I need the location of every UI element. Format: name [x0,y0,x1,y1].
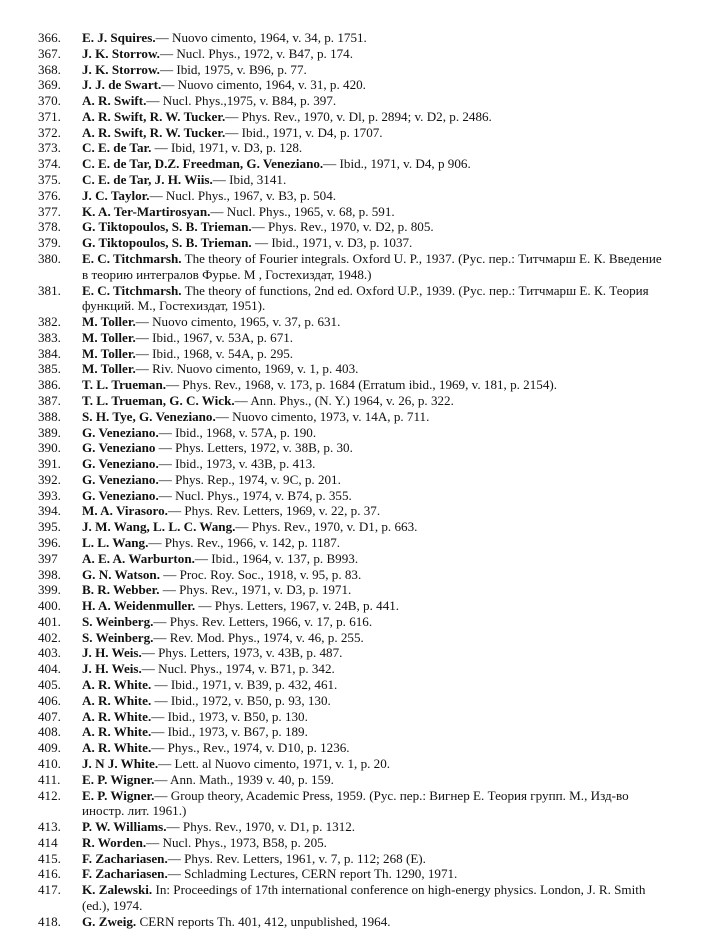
reference-citation: — Phys. Rev., 1970, v. D1, p. 1312. [166,819,356,835]
reference-number: 416. [38,866,61,882]
reference-author: A. R. White. [82,677,152,693]
reference-number: 406. [38,692,61,708]
reference-number: 366. [38,30,61,45]
reference-citation: — Phys. Rev. Letters, 1969, v. 22, p. 37. [167,503,381,519]
reference-number: 385. [38,361,61,377]
reference-author: J. K. Storrow. [82,61,160,77]
reference-number: 388. [38,408,61,424]
reference-item [30,30,670,46]
reference-author: G. Veneziano. [82,424,159,440]
reference-citation: — Phys. Rev., 1970, v. D2, p. 805. [251,219,434,235]
reference-item [30,361,670,377]
reference-author: G. Tiktopoulos, S. B. Trieman. [82,219,252,235]
reference-number: 408. [38,724,61,740]
reference-author: A. E. A. Warburton. [82,550,195,566]
reference-item [30,882,670,914]
reference-citation: — Ibid., 1971, v. D3, p. 1037. [251,235,413,251]
reference-item [30,235,670,251]
reference-citation: — Phys. Rev., 1968, v. 173, p. 1684 (Erratum ibid., 1969, v. 181, p. 2154). [166,377,558,393]
reference-author: K. A. Ter-Martirosyan. [82,203,211,219]
reference-number: 399. [38,582,61,598]
reference-item [30,377,670,393]
reference-author: A. R. Swift, R. W. Tucker. [82,124,226,140]
reference-item [30,125,670,141]
reference-item [30,62,670,78]
reference-item [30,630,670,646]
reference-author: M. A. Virasoro. [82,503,168,519]
reference-number: 405. [38,677,61,693]
reference-author: J. N J. White. [82,755,159,771]
reference-author: J. H. Weis. [82,661,142,677]
reference-author: S. Weinberg. [82,629,154,645]
reference-citation: — Ibid., 1971, v. B39, p. 432, 461. [151,677,338,693]
reference-author: A. R. White. [82,708,152,724]
reference-number: 375. [38,172,61,188]
reference-item [30,283,670,315]
reference-list [30,30,670,930]
reference-item [30,772,670,788]
reference-citation: — Ann. Math., 1939 v. 40, p. 159. [154,771,334,787]
reference-item [30,409,670,425]
reference-item [30,693,670,709]
reference-number: 398. [38,566,61,582]
reference-item [30,788,670,820]
reference-author: H. A. Weidenmuller. [82,598,196,614]
reference-author: C. E. de Tar. [82,140,152,156]
reference-item [30,251,670,283]
reference-citation: — Ibid., 1968, v. 54A, p. 295. [135,345,294,361]
reference-citation: — Nucl. Phys., 1974, v. B74, p. 355. [158,487,352,503]
reference-citation: — Phys. Rep., 1974, v. 9C, p. 201. [158,471,341,487]
reference-item [30,851,670,867]
reference-number: 392. [38,471,61,487]
reference-item [30,614,670,630]
reference-citation: — Phys. Letters, 1973, v. 43B, p. 487. [141,645,343,661]
reference-number: 378. [38,219,61,235]
reference-citation: — Nucl. Phys., 1965, v. 68, p. 591. [210,203,395,219]
reference-citation: — Ibid, 1975, v. B96, p. 77. [159,61,307,77]
reference-author: A. R. White. [82,692,152,708]
reference-citation: — Nuovo cimento, 1973, v. 14A, p. 711. [215,408,430,424]
reference-citation: — Ibid., 1973, v. B67, p. 189. [151,724,308,740]
reference-citation: — Ibid., 1971, v. D4, p 906. [323,156,471,172]
reference-citation: — Rev. Mod. Phys., 1974, v. 46, p. 255. [153,629,364,645]
reference-item [30,219,670,235]
reference-author: M. Toller. [82,345,136,361]
reference-author: E. P. Wigner. [82,787,155,803]
reference-citation: — Ibid, 1971, v. D3, p. 128. [151,140,303,156]
reference-number: 410. [38,755,61,771]
reference-author: G. Zweig. [82,913,137,929]
reference-number: 391. [38,456,61,472]
reference-item [30,93,670,109]
reference-number: 394. [38,503,61,519]
reference-number: 393. [38,487,61,503]
reference-number: 413. [38,819,61,835]
reference-author: M. Toller. [82,314,136,330]
reference-citation: — Phys., Rev., 1974, v. D10, p. 1236. [151,740,350,756]
reference-number: 367. [38,45,61,61]
reference-author: J. J. de Swart. [82,77,162,93]
reference-citation: — Nucl. Phys., 1973, B58, p. 205. [146,834,327,850]
reference-item [30,709,670,725]
reference-item [30,204,670,220]
reference-author: L. L. Wang. [82,535,149,550]
reference-number: 400. [38,598,61,614]
reference-item [30,393,670,409]
reference-number: 384. [38,345,61,361]
reference-number: 371. [38,108,61,124]
reference-number: 373. [38,140,61,156]
reference-number: 382. [38,314,61,330]
reference-number: 374. [38,156,61,172]
reference-item [30,488,670,504]
reference-author: E. C. Titchmarsh. [82,282,182,298]
reference-author: S. Weinberg. [82,613,154,629]
reference-citation: — Nuovo cimento, 1964, v. 31, p. 420. [161,77,366,93]
reference-author: B. R. Webber. [82,582,160,598]
reference-citation: — Phys. Rev., 1971, v. D3, p. 1971. [159,582,352,598]
reference-citation: — Nucl. Phys., 1974, v. B71, p. 342. [141,661,335,677]
reference-citation: — Proc. Roy. Soc., 1918, v. 95, p. 83. [159,566,362,582]
reference-item [30,645,670,661]
reference-citation: — Phys. Rev. Letters, 1961, v. 7, p. 112; 268 (E). [167,850,426,866]
reference-citation: — Phys. Letters, 1972, v. 38B, p. 30. [155,440,353,456]
reference-author: T. L. Trueman. [82,377,167,393]
reference-item [30,425,670,441]
reference-number: 386. [38,377,61,393]
reference-author: A. R. Swift, R. W. Tucker. [82,108,226,124]
reference-citation: — Ibid., 1968, v. 57A, p. 190. [158,424,317,440]
reference-author: J. M. Wang, L. L. C. Wang. [82,519,236,535]
reference-item [30,835,670,851]
reference-author: E. P. Wigner. [82,771,155,787]
reference-citation: — Ann. Phys., (N. Y.) 1964, v. 26, p. 322. [234,392,454,408]
reference-author: J. H. Weis. [82,645,142,661]
reference-number: 417. [38,882,61,898]
reference-item [30,866,670,882]
reference-item [30,172,670,188]
reference-number: 381. [38,282,61,298]
reference-author: G. N. Watson. [82,566,160,582]
reference-number: 396. [38,535,61,550]
reference-item [30,503,670,519]
reference-author: A. R. White. [82,740,152,756]
reference-citation: — Nuovo cimento, 1965, v. 37, p. 631. [135,314,341,330]
reference-item [30,472,670,488]
reference-item [30,314,670,330]
reference-citation: In: Proceedings of 17th international conference on high-energy physics. London, J. R. Smith (ed.), 1974. [82,882,646,913]
reference-author: J. C. Taylor. [82,187,150,203]
reference-item [30,535,670,551]
reference-author: K. Zalewski. [82,882,153,898]
reference-number: 412. [38,787,61,803]
reference-item [30,156,670,172]
reference-author: J. K. Storrow. [82,45,160,61]
reference-number: 401. [38,613,61,629]
reference-item [30,346,670,362]
reference-item [30,756,670,772]
reference-citation: — Phys. Letters, 1967, v. 24B, p. 441. [195,598,400,614]
reference-number: 377. [38,203,61,219]
reference-item [30,740,670,756]
reference-item [30,567,670,583]
reference-number: 376. [38,187,61,203]
reference-number: 411. [38,771,61,787]
reference-number: 407. [38,708,61,724]
reference-author: F. Zachariasen. [82,850,168,866]
reference-item [30,519,670,535]
reference-citation: — Riv. Nuovo cimento, 1969, v. 1, p. 403. [135,361,359,377]
reference-item [30,77,670,93]
reference-number: 372. [38,124,61,140]
reference-item [30,598,670,614]
reference-citation: — Nucl. Phys.,1975, v. B84, p. 397. [146,93,337,109]
reference-author: C. E. de Tar, J. H. Wiis. [82,172,213,188]
reference-item [30,440,670,456]
reference-item [30,914,670,930]
reference-citation: — Ibid., 1973, v. 43B, p. 413. [158,456,316,472]
reference-citation: — Phys. Rev., 1966, v. 142, p. 1187. [148,535,341,550]
reference-author: G. Veneziano. [82,471,159,487]
reference-author: C. E. de Tar, D.Z. Freedman, G. Veneziano. [82,156,324,172]
reference-citation: The theory of Fourier integrals. Oxford U. P., 1937. (Рус. пер.: Титчмарш Е. К. Введение в теорию интегралов Фурье. М , Гостехиздат, 1948.) [82,250,662,282]
reference-item [30,109,670,125]
reference-author: G. Veneziano. [82,456,159,472]
reference-item [30,188,670,204]
reference-citation: — Group theory, Academic Press, 1959. (Рус. пер.: Вигнер Е. Теория групп. М., Изд-во иностр. лит. 1961.) [82,787,629,819]
reference-item [30,819,670,835]
reference-item [30,330,670,346]
reference-number: 387. [38,392,61,408]
reference-author: S. H. Tye, G. Veneziano. [82,408,216,424]
reference-number: 409. [38,740,61,756]
reference-author: P. W. Williams. [82,819,167,835]
reference-author: A. R. Swift. [82,93,147,109]
reference-citation: — Schladming Lectures, CERN report Th. 1290, 1971. [167,866,458,882]
reference-number: 404. [38,661,61,677]
reference-number: 418. [38,913,61,929]
reference-citation: — Ibid., 1964, v. 137, p. B993. [194,550,359,566]
reference-number: 383. [38,329,61,345]
reference-item [30,582,670,598]
reference-author: M. Toller. [82,329,136,345]
reference-citation: — Nucl. Phys., 1972, v. B47, p. 174. [159,45,353,61]
reference-number: 389. [38,424,61,440]
reference-number: 370. [38,93,61,109]
reference-number: 369. [38,77,61,93]
reference-number: 380. [38,250,61,266]
reference-author: E. J. Squires. [82,30,156,45]
reference-number: 403. [38,645,61,661]
reference-author: A. R. White. [82,724,152,740]
reference-author: G. Tiktopoulos, S. B. Trieman. [82,235,252,251]
reference-citation: — Ibid., 1973, v. B50, p. 130. [151,708,308,724]
reference-citation: The theory of functions, 2nd ed. Oxford U.P., 1939. (Рус. пер.: Титчмарш Е. К. Теория функций. М., Гостехиздат, 1951). [82,282,649,314]
reference-citation: — Lett. al Nuovo cimento, 1971, v. 1, p. 20. [158,755,391,771]
reference-author: E. C. Titchmarsh. [82,250,182,266]
reference-author: M. Toller. [82,361,136,377]
reference-item [30,46,670,62]
reference-author: T. L. Trueman, G. C. Wick. [82,392,235,408]
reference-item [30,724,670,740]
reference-citation: — Ibid., 1967, v. 53A, p. 671. [135,329,294,345]
reference-number: 397 [38,550,58,566]
reference-item [30,551,670,567]
reference-citation: — Phys. Rev., 1970, v. D1, p. 663. [235,519,418,535]
reference-citation: — Nucl. Phys., 1967, v. B3, p. 504. [149,187,337,203]
reference-item [30,456,670,472]
reference-number: 395. [38,519,61,535]
reference-citation: — Ibid., 1971, v. D4, p. 1707. [225,124,383,140]
reference-number: 368. [38,61,61,77]
reference-item [30,661,670,677]
reference-citation: — Nuovo cimento, 1964, v. 34, p. 1751. [155,30,367,45]
reference-citation: CERN reports Th. 401, 412, unpublished, 1964. [136,913,391,929]
reference-number: 379. [38,235,61,251]
reference-item [30,677,670,693]
reference-citation: — Ibid., 1972, v. B50, p. 93, 130. [151,692,331,708]
reference-author: G. Veneziano. [82,487,159,503]
reference-item [30,140,670,156]
reference-number: 402. [38,629,61,645]
reference-author: G. Veneziano [82,440,156,456]
reference-number: 415. [38,850,61,866]
reference-author: R. Worden. [82,834,147,850]
reference-citation: — Phys. Rev., 1970, v. Dl, p. 2894; v. D2, p. 2486. [225,108,492,124]
reference-citation: — Phys. Rev. Letters, 1966, v. 17, p. 616. [153,613,373,629]
reference-number: 414 [38,834,58,850]
reference-number: 390. [38,440,61,456]
reference-citation: — Ibid, 3141. [212,172,287,188]
reference-author: F. Zachariasen. [82,866,168,882]
